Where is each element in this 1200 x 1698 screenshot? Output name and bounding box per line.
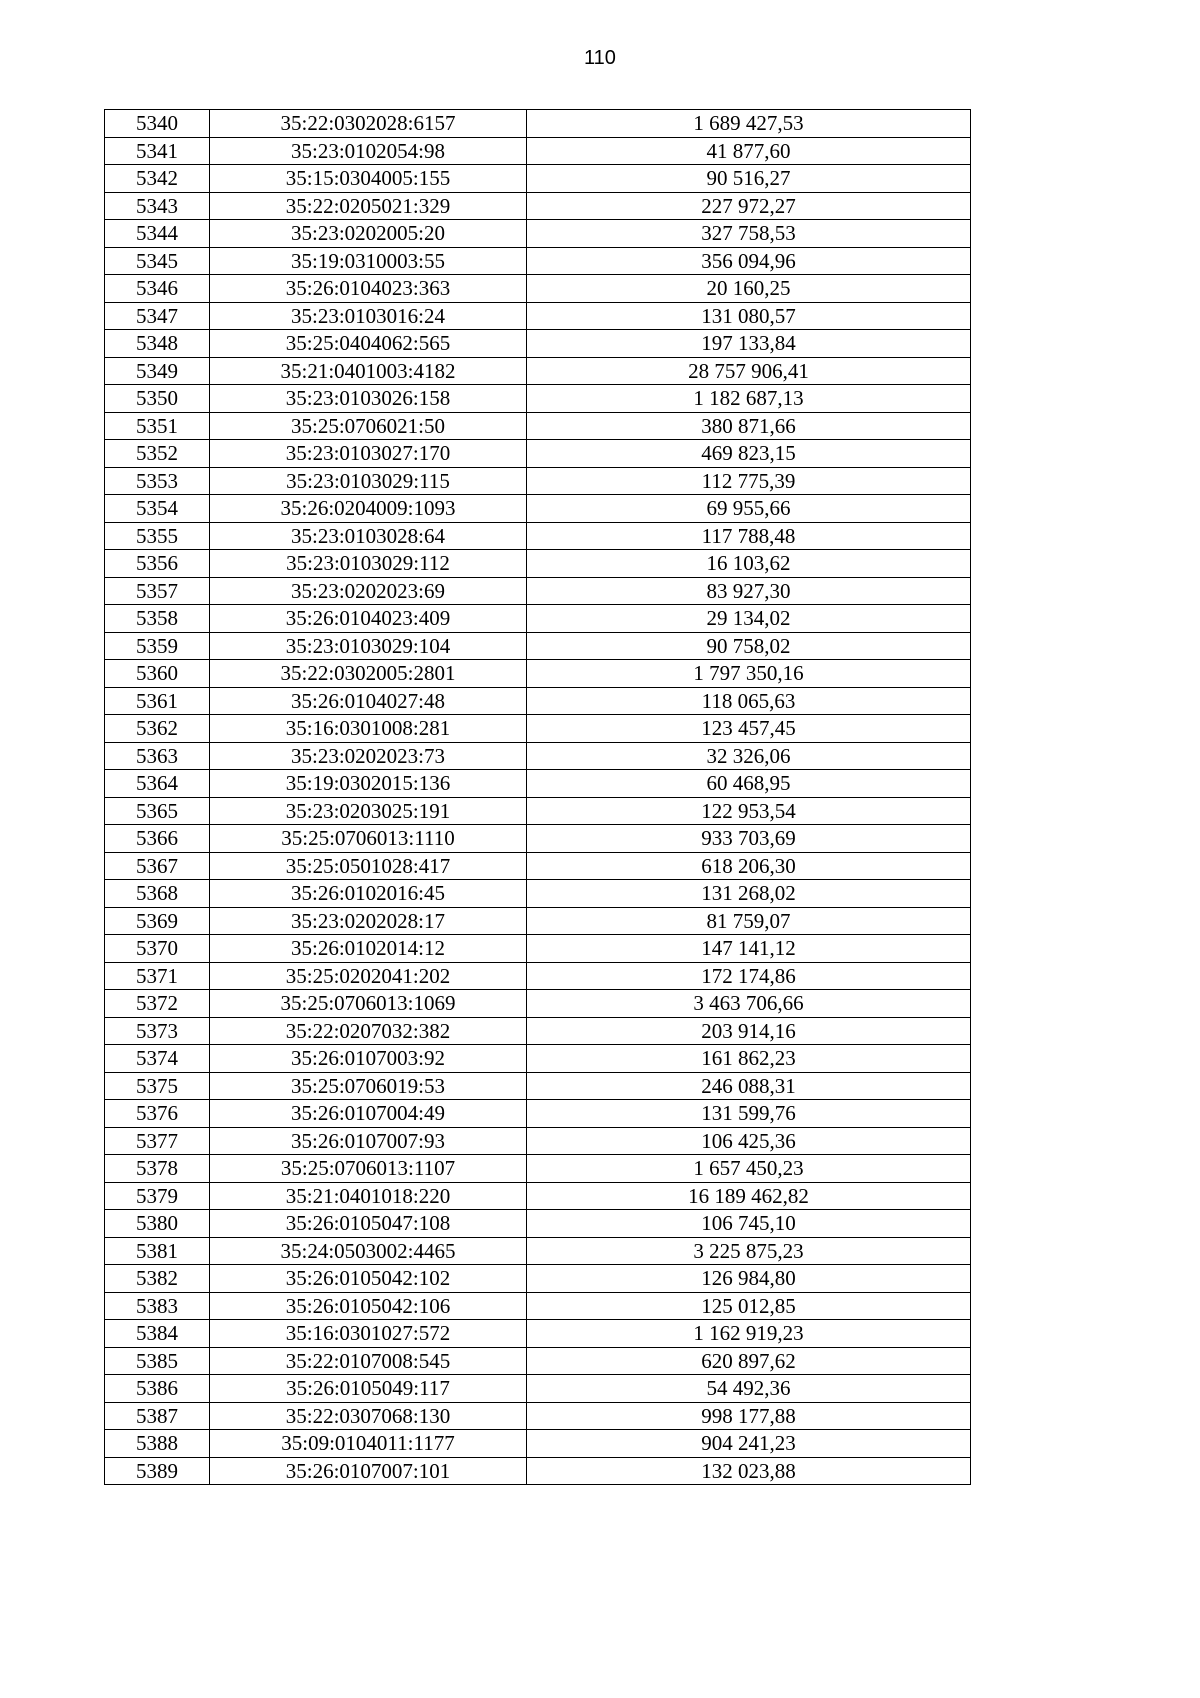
table-row bbox=[105, 825, 971, 853]
row-number-cell: 5370 bbox=[105, 935, 210, 963]
cadastral-number-cell: 35:23:0103028:64 bbox=[210, 522, 527, 550]
cadastral-number-cell: 35:22:0207032:382 bbox=[210, 1017, 527, 1045]
cadastral-value-cell: 131 080,57 bbox=[527, 302, 971, 330]
cadastral-number-cell: 35:15:0304005:155 bbox=[210, 165, 527, 193]
cadastral-number-cell: 35:16:0301027:572 bbox=[210, 1320, 527, 1348]
cadastral-number-cell: 35:25:0706021:50 bbox=[210, 412, 527, 440]
cadastral-value-cell: 16 103,62 bbox=[527, 550, 971, 578]
cadastral-value-cell: 106 745,10 bbox=[527, 1210, 971, 1238]
table-row bbox=[105, 1320, 971, 1348]
cadastral-number-cell: 35:26:0107007:93 bbox=[210, 1127, 527, 1155]
table-row bbox=[105, 577, 971, 605]
cadastral-value-cell: 90 758,02 bbox=[527, 632, 971, 660]
cadastral-number-cell: 35:23:0202028:17 bbox=[210, 907, 527, 935]
row-number-cell: 5345 bbox=[105, 247, 210, 275]
row-number-cell: 5376 bbox=[105, 1100, 210, 1128]
table-row bbox=[105, 330, 971, 358]
table-row bbox=[105, 522, 971, 550]
table-row bbox=[105, 302, 971, 330]
cadastral-number-cell: 35:26:0104027:48 bbox=[210, 687, 527, 715]
cadastral-value-cell: 132 023,88 bbox=[527, 1457, 971, 1485]
row-number-cell: 5385 bbox=[105, 1347, 210, 1375]
table-row bbox=[105, 192, 971, 220]
cadastral-value-cell: 1 657 450,23 bbox=[527, 1155, 971, 1183]
cadastral-value-cell: 131 599,76 bbox=[527, 1100, 971, 1128]
table-row bbox=[105, 1045, 971, 1073]
cadastral-number-cell: 35:23:0202023:69 bbox=[210, 577, 527, 605]
table-row bbox=[105, 742, 971, 770]
cadastral-value-cell: 147 141,12 bbox=[527, 935, 971, 963]
row-number-cell: 5388 bbox=[105, 1430, 210, 1458]
row-number-cell: 5372 bbox=[105, 990, 210, 1018]
cadastral-number-cell: 35:23:0103029:104 bbox=[210, 632, 527, 660]
cadastral-number-cell: 35:25:0501028:417 bbox=[210, 852, 527, 880]
row-number-cell: 5343 bbox=[105, 192, 210, 220]
cadastral-number-cell: 35:26:0105042:106 bbox=[210, 1292, 527, 1320]
cadastral-number-cell: 35:23:0203025:191 bbox=[210, 797, 527, 825]
cadastral-number-cell: 35:25:0404062:565 bbox=[210, 330, 527, 358]
cadastral-value-cell: 126 984,80 bbox=[527, 1265, 971, 1293]
row-number-cell: 5368 bbox=[105, 880, 210, 908]
cadastral-number-cell: 35:23:0202023:73 bbox=[210, 742, 527, 770]
table-row bbox=[105, 935, 971, 963]
cadastral-number-cell: 35:26:0204009:1093 bbox=[210, 495, 527, 523]
table-row bbox=[105, 1127, 971, 1155]
table-row bbox=[105, 440, 971, 468]
table-row bbox=[105, 1375, 971, 1403]
table-row bbox=[105, 1430, 971, 1458]
cadastral-number-cell: 35:21:0401018:220 bbox=[210, 1182, 527, 1210]
row-number-cell: 5344 bbox=[105, 220, 210, 248]
cadastral-value-cell: 122 953,54 bbox=[527, 797, 971, 825]
cadastral-value-cell: 81 759,07 bbox=[527, 907, 971, 935]
table-row bbox=[105, 687, 971, 715]
table-row bbox=[105, 880, 971, 908]
row-number-cell: 5380 bbox=[105, 1210, 210, 1238]
cadastral-value-cell: 227 972,27 bbox=[527, 192, 971, 220]
cadastral-number-cell: 35:23:0103029:115 bbox=[210, 467, 527, 495]
row-number-cell: 5366 bbox=[105, 825, 210, 853]
table-body bbox=[105, 110, 971, 1485]
row-number-cell: 5365 bbox=[105, 797, 210, 825]
cadastral-number-cell: 35:19:0302015:136 bbox=[210, 770, 527, 798]
row-number-cell: 5378 bbox=[105, 1155, 210, 1183]
row-number-cell: 5387 bbox=[105, 1402, 210, 1430]
cadastral-number-cell: 35:23:0102054:98 bbox=[210, 137, 527, 165]
cadastral-number-cell: 35:22:0307068:130 bbox=[210, 1402, 527, 1430]
row-number-cell: 5352 bbox=[105, 440, 210, 468]
cadastral-number-cell: 35:25:0706013:1107 bbox=[210, 1155, 527, 1183]
cadastral-value-cell: 172 174,86 bbox=[527, 962, 971, 990]
row-number-cell: 5364 bbox=[105, 770, 210, 798]
cadastral-value-cell: 246 088,31 bbox=[527, 1072, 971, 1100]
row-number-cell: 5375 bbox=[105, 1072, 210, 1100]
table-row bbox=[105, 1265, 971, 1293]
table-row bbox=[105, 412, 971, 440]
cadastral-value-cell: 1 797 350,16 bbox=[527, 660, 971, 688]
cadastral-value-cell: 618 206,30 bbox=[527, 852, 971, 880]
row-number-cell: 5369 bbox=[105, 907, 210, 935]
table-row bbox=[105, 605, 971, 633]
cadastral-value-cell: 29 134,02 bbox=[527, 605, 971, 633]
cadastral-number-cell: 35:26:0107003:92 bbox=[210, 1045, 527, 1073]
cadastral-number-cell: 35:26:0105049:117 bbox=[210, 1375, 527, 1403]
cadastral-number-cell: 35:26:0102016:45 bbox=[210, 880, 527, 908]
table-row bbox=[105, 990, 971, 1018]
table-row bbox=[105, 852, 971, 880]
table-row bbox=[105, 467, 971, 495]
row-number-cell: 5348 bbox=[105, 330, 210, 358]
cadastral-value-cell: 60 468,95 bbox=[527, 770, 971, 798]
table-row bbox=[105, 907, 971, 935]
cadastral-number-cell: 35:25:0202041:202 bbox=[210, 962, 527, 990]
table-row bbox=[105, 1292, 971, 1320]
cadastral-value-cell: 112 775,39 bbox=[527, 467, 971, 495]
cadastral-value-cell: 1 689 427,53 bbox=[527, 110, 971, 138]
cadastral-value-cell: 933 703,69 bbox=[527, 825, 971, 853]
cadastral-value-cell: 28 757 906,41 bbox=[527, 357, 971, 385]
table-row bbox=[105, 247, 971, 275]
cadastral-number-cell: 35:26:0102014:12 bbox=[210, 935, 527, 963]
table-row bbox=[105, 220, 971, 248]
row-number-cell: 5377 bbox=[105, 1127, 210, 1155]
row-number-cell: 5358 bbox=[105, 605, 210, 633]
cadastral-number-cell: 35:16:0301008:281 bbox=[210, 715, 527, 743]
row-number-cell: 5351 bbox=[105, 412, 210, 440]
cadastral-number-cell: 35:24:0503002:4465 bbox=[210, 1237, 527, 1265]
cadastral-value-cell: 3 463 706,66 bbox=[527, 990, 971, 1018]
table-row bbox=[105, 1210, 971, 1238]
cadastral-number-cell: 35:26:0107007:101 bbox=[210, 1457, 527, 1485]
row-number-cell: 5374 bbox=[105, 1045, 210, 1073]
table-row bbox=[105, 495, 971, 523]
row-number-cell: 5340 bbox=[105, 110, 210, 138]
table-row bbox=[105, 357, 971, 385]
cadastral-number-cell: 35:21:0401003:4182 bbox=[210, 357, 527, 385]
cadastral-number-cell: 35:23:0103029:112 bbox=[210, 550, 527, 578]
row-number-cell: 5350 bbox=[105, 385, 210, 413]
cadastral-value-cell: 327 758,53 bbox=[527, 220, 971, 248]
cadastral-value-cell: 998 177,88 bbox=[527, 1402, 971, 1430]
cadastral-number-cell: 35:22:0302005:2801 bbox=[210, 660, 527, 688]
cadastral-value-cell: 469 823,15 bbox=[527, 440, 971, 468]
table-row bbox=[105, 1017, 971, 1045]
row-number-cell: 5349 bbox=[105, 357, 210, 385]
cadastral-number-cell: 35:22:0205021:329 bbox=[210, 192, 527, 220]
cadastral-value-cell: 3 225 875,23 bbox=[527, 1237, 971, 1265]
row-number-cell: 5359 bbox=[105, 632, 210, 660]
cadastral-number-cell: 35:25:0706013:1069 bbox=[210, 990, 527, 1018]
cadastral-value-cell: 69 955,66 bbox=[527, 495, 971, 523]
table-row bbox=[105, 550, 971, 578]
cadastral-value-cell: 41 877,60 bbox=[527, 137, 971, 165]
cadastral-value-cell: 161 862,23 bbox=[527, 1045, 971, 1073]
row-number-cell: 5384 bbox=[105, 1320, 210, 1348]
cadastral-value-cell: 380 871,66 bbox=[527, 412, 971, 440]
row-number-cell: 5371 bbox=[105, 962, 210, 990]
row-number-cell: 5363 bbox=[105, 742, 210, 770]
table-row bbox=[105, 1237, 971, 1265]
cadastral-value-cell: 123 457,45 bbox=[527, 715, 971, 743]
table-row bbox=[105, 715, 971, 743]
cadastral-value-cell: 197 133,84 bbox=[527, 330, 971, 358]
table-row bbox=[105, 1182, 971, 1210]
cadastral-value-cell: 125 012,85 bbox=[527, 1292, 971, 1320]
cadastral-number-cell: 35:23:0103027:170 bbox=[210, 440, 527, 468]
table-row bbox=[105, 770, 971, 798]
cadastral-value-cell: 203 914,16 bbox=[527, 1017, 971, 1045]
cadastral-value-cell: 83 927,30 bbox=[527, 577, 971, 605]
cadastral-number-cell: 35:19:0310003:55 bbox=[210, 247, 527, 275]
row-number-cell: 5360 bbox=[105, 660, 210, 688]
row-number-cell: 5386 bbox=[105, 1375, 210, 1403]
table-row bbox=[105, 632, 971, 660]
cadastral-value-cell: 117 788,48 bbox=[527, 522, 971, 550]
cadastral-value-cell: 904 241,23 bbox=[527, 1430, 971, 1458]
row-number-cell: 5341 bbox=[105, 137, 210, 165]
table-row bbox=[105, 110, 971, 138]
row-number-cell: 5353 bbox=[105, 467, 210, 495]
table-row bbox=[105, 275, 971, 303]
cadastral-number-cell: 35:26:0104023:363 bbox=[210, 275, 527, 303]
cadastral-number-cell: 35:26:0105047:108 bbox=[210, 1210, 527, 1238]
cadastral-number-cell: 35:26:0107004:49 bbox=[210, 1100, 527, 1128]
cadastral-value-cell: 106 425,36 bbox=[527, 1127, 971, 1155]
cadastral-value-cell: 1 162 919,23 bbox=[527, 1320, 971, 1348]
cadastral-value-cell: 20 160,25 bbox=[527, 275, 971, 303]
cadastral-value-cell: 118 065,63 bbox=[527, 687, 971, 715]
cadastral-value-table bbox=[104, 109, 971, 1485]
row-number-cell: 5356 bbox=[105, 550, 210, 578]
table-row bbox=[105, 1457, 971, 1485]
table-row bbox=[105, 385, 971, 413]
page-number: 110 bbox=[584, 47, 616, 69]
row-number-cell: 5361 bbox=[105, 687, 210, 715]
cadastral-number-cell: 35:23:0103026:158 bbox=[210, 385, 527, 413]
cadastral-value-cell: 54 492,36 bbox=[527, 1375, 971, 1403]
table-row bbox=[105, 797, 971, 825]
row-number-cell: 5367 bbox=[105, 852, 210, 880]
row-number-cell: 5346 bbox=[105, 275, 210, 303]
cadastral-number-cell: 35:23:0103016:24 bbox=[210, 302, 527, 330]
cadastral-value-cell: 1 182 687,13 bbox=[527, 385, 971, 413]
cadastral-number-cell: 35:25:0706013:1110 bbox=[210, 825, 527, 853]
table-row bbox=[105, 1072, 971, 1100]
row-number-cell: 5382 bbox=[105, 1265, 210, 1293]
row-number-cell: 5362 bbox=[105, 715, 210, 743]
table-row bbox=[105, 1155, 971, 1183]
table-row bbox=[105, 1347, 971, 1375]
row-number-cell: 5379 bbox=[105, 1182, 210, 1210]
cadastral-number-cell: 35:22:0302028:6157 bbox=[210, 110, 527, 138]
cadastral-value-cell: 356 094,96 bbox=[527, 247, 971, 275]
cadastral-number-cell: 35:09:0104011:1177 bbox=[210, 1430, 527, 1458]
row-number-cell: 5357 bbox=[105, 577, 210, 605]
cadastral-number-cell: 35:26:0105042:102 bbox=[210, 1265, 527, 1293]
cadastral-value-cell: 131 268,02 bbox=[527, 880, 971, 908]
row-number-cell: 5381 bbox=[105, 1237, 210, 1265]
cadastral-value-cell: 620 897,62 bbox=[527, 1347, 971, 1375]
row-number-cell: 5389 bbox=[105, 1457, 210, 1485]
cadastral-number-cell: 35:22:0107008:545 bbox=[210, 1347, 527, 1375]
cadastral-number-cell: 35:26:0104023:409 bbox=[210, 605, 527, 633]
row-number-cell: 5347 bbox=[105, 302, 210, 330]
row-number-cell: 5355 bbox=[105, 522, 210, 550]
row-number-cell: 5354 bbox=[105, 495, 210, 523]
cadastral-number-cell: 35:25:0706019:53 bbox=[210, 1072, 527, 1100]
cadastral-value-cell: 90 516,27 bbox=[527, 165, 971, 193]
table-row bbox=[105, 137, 971, 165]
row-number-cell: 5342 bbox=[105, 165, 210, 193]
table-row bbox=[105, 962, 971, 990]
table-row bbox=[105, 660, 971, 688]
row-number-cell: 5383 bbox=[105, 1292, 210, 1320]
table-row bbox=[105, 1100, 971, 1128]
table-row bbox=[105, 165, 971, 193]
table-row bbox=[105, 1402, 971, 1430]
row-number-cell: 5373 bbox=[105, 1017, 210, 1045]
cadastral-value-cell: 16 189 462,82 bbox=[527, 1182, 971, 1210]
cadastral-number-cell: 35:23:0202005:20 bbox=[210, 220, 527, 248]
cadastral-value-cell: 32 326,06 bbox=[527, 742, 971, 770]
